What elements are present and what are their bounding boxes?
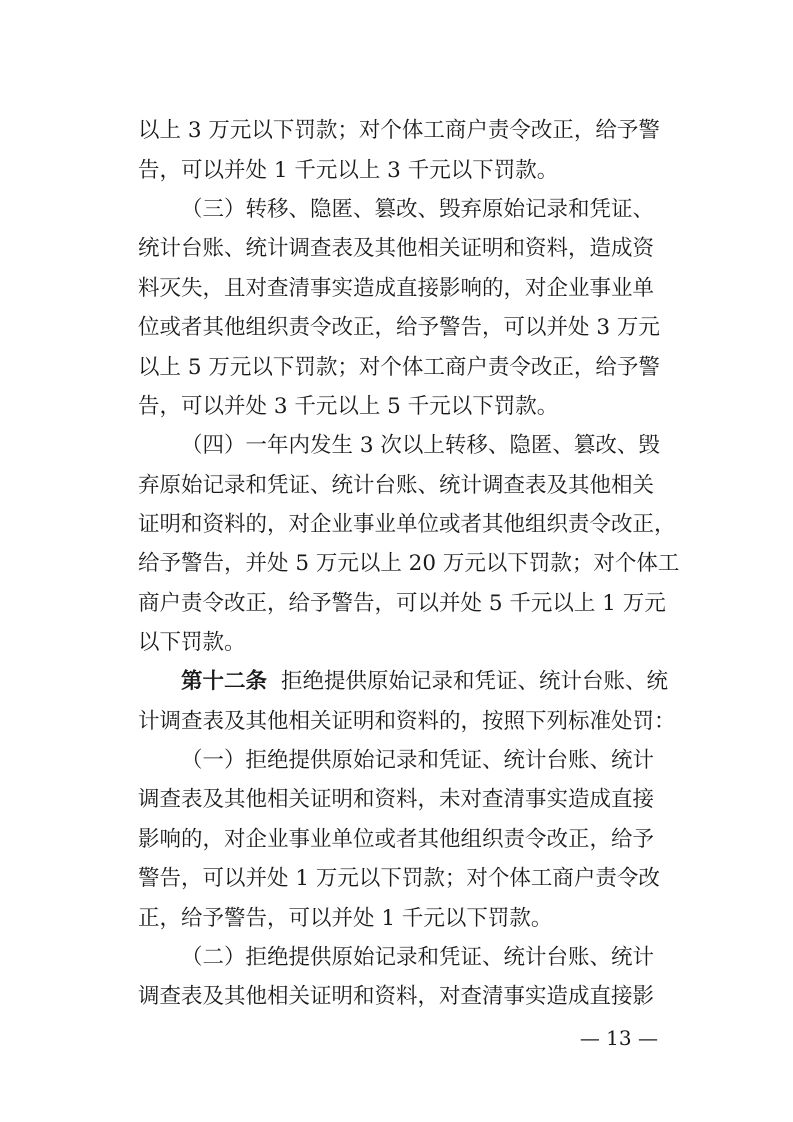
text-line: 以下罚款。 <box>138 630 246 655</box>
text-line: 证明和资料的，对企业事业单位或者其他组织责令改正， <box>138 512 676 537</box>
text-line: 位或者其他组织责令改正，给予警告，可以并处 3 万元 <box>138 315 660 340</box>
article-twelve-first-line <box>181 668 669 696</box>
text-line: 弃原始记录和凭证、统计台账、统计调查表及其他相关 <box>138 473 655 498</box>
item-two-first-line: （二）拒绝提供原始记录和凭证、统计台账、统计 <box>181 945 655 970</box>
text-line: 告，可以并处 1 千元以上 3 千元以下罚款。 <box>138 158 559 183</box>
text-line: 给予警告，并处 5 万元以上 20 万元以下罚款；对个体工 <box>138 551 680 576</box>
text-line: 调查表及其他相关证明和资料，未对查清事实造成直接 <box>138 787 655 812</box>
text-line: 正，给予警告，可以并处 1 千元以下罚款。 <box>138 906 553 931</box>
text-line: 影响的，对企业事业单位或者其他组织责令改正，给予 <box>138 827 655 852</box>
item-one-first-line: （一）拒绝提供原始记录和凭证、统计台账、统计 <box>181 748 655 773</box>
text-line: 商户责令改正，给予警告，可以并处 5 千元以上 1 万元 <box>138 591 666 616</box>
text-line: 统计台账、统计调查表及其他相关证明和资料，造成资 <box>138 236 655 261</box>
text-line: 告，可以并处 3 千元以上 5 千元以下罚款。 <box>138 394 559 419</box>
text-line: 以上 3 万元以下罚款；对个体工商户责令改正，给予警 <box>138 118 660 143</box>
page-number: — 13 — <box>579 1026 658 1050</box>
text-line: 以上 5 万元以下罚款；对个体工商户责令改正，给予警 <box>138 355 660 380</box>
text-line: 警告，可以并处 1 万元以下罚款；对个体工商户责令改 <box>138 866 660 891</box>
paragraph-three-first-line: （三）转移、隐匿、篡改、毁弃原始记录和凭证、 <box>181 197 655 222</box>
text-line: 计调查表及其他相关证明和资料的，按照下列标准处罚： <box>138 709 676 734</box>
article-text: 拒绝提供原始记录和凭证、统计台账、统 <box>281 669 669 694</box>
text-line: 料灭失，且对查清事实造成直接影响的，对企业事业单 <box>138 276 655 301</box>
paragraph-four-first-line: （四）一年内发生 3 次以上转移、隐匿、篡改、毁 <box>181 433 660 458</box>
article-heading: 第十二条 <box>181 669 268 694</box>
text-line: 调查表及其他相关证明和资料，对查清事实造成直接影 <box>138 984 655 1009</box>
